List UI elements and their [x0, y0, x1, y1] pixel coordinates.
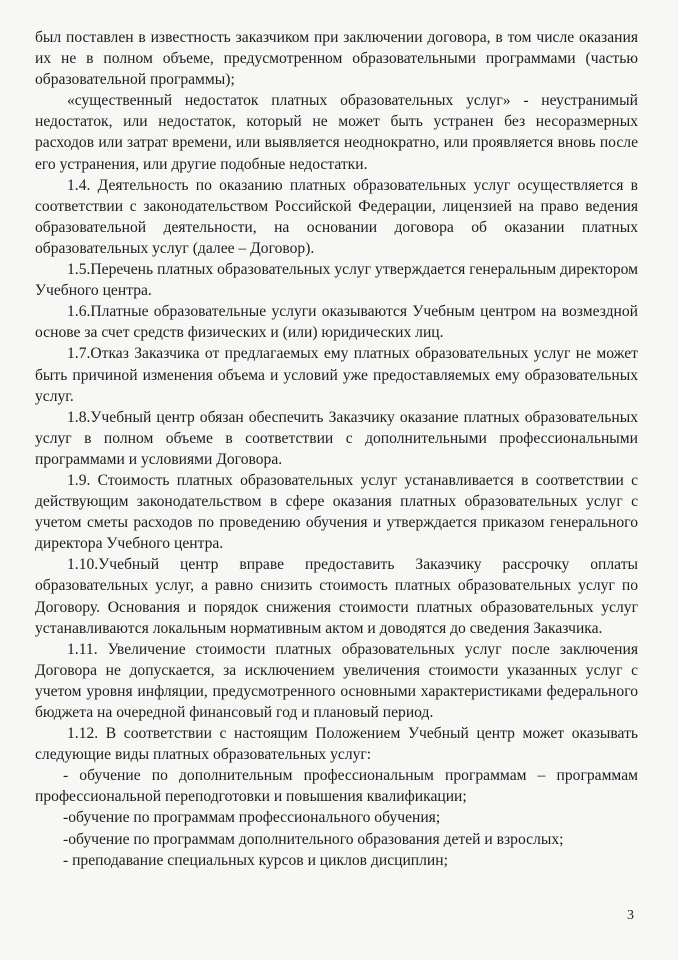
- paragraph-1-8: 1.8.Учебный центр обязан обеспечить Заказчику оказание платных образовательных услуг в полном объеме в соответствии с дополнительными профессиональными программами и условиями Договора.: [35, 408, 638, 468]
- paragraph-1-4: 1.4. Деятельность по оказанию платных образовательных услуг осуществляется в соответствии с законодательством Российской Федерации, лицензией на право ведения образовательной деятельности, на основании договора об оказании платных образовательных услуг (далее – Договор).: [35, 176, 638, 257]
- paragraph-1-7: 1.7.Отказ Заказчика от предлагаемых ему платных образовательных услуг не может быть причиной изменения объема и условий уже предоставляемых ему образовательных услуг.: [35, 345, 638, 405]
- paragraph-1-11: 1.11. Увеличение стоимости платных образовательных услуг после заключения Договора не допускается, за исключением увеличения стоимости указанных услуг с учетом уровня инфляции, предусмотренного основными характеристиками федерального бюджета на очередной финансовый год и плановый период.: [35, 640, 638, 721]
- list-item-vocational-training: -обучение по программам профессионального обучения;: [63, 809, 441, 827]
- paragraph-definition-significant-defect: «существенный недостаток платных образовательных услуг» - неустранимый недостаток, или недостаток, который не может быть устранен без несоразмерных расходов или затрат времени, или выявляется неоднократно, или проявляется вновь после его устранения, или другие подобные недостатки.: [35, 92, 638, 173]
- paragraph-1-6: 1.6.Платные образовательные услуги оказываются Учебным центром на возмездной основе за счет средств физических и (или) юридических лиц.: [35, 303, 638, 342]
- paragraph-continuation: был поставлен в известность заказчиком при заключении договора, в том числе оказания их не в полном объеме, предусмотренном образовательными программами (частью образовательной программы);: [35, 29, 638, 89]
- list-item-professional-programs: - обучение по дополнительным профессиональным программам – программам профессиональной переподготовки и повышения квалификации;: [35, 767, 638, 806]
- list-item-special-courses: - преподавание специальных курсов и циклов дисциплин;: [63, 851, 448, 869]
- paragraph-1-10: 1.10.Учебный центр вправе предоставить Заказчику рассрочку оплаты образовательных услуг, а равно снизить стоимость платных образовательных услуг по Договору. Основания и порядок снижения стоимости платных образовательных услуг устанавливаются локальным нормативным актом и доводятся до сведения Заказчика.: [35, 556, 638, 637]
- paragraph-1-5: 1.5.Перечень платных образовательных услуг утверждается генеральным директором Учебного центра.: [35, 261, 638, 300]
- list-item-additional-education: -обучение по программам дополнительного образования детей и взрослых;: [63, 830, 564, 848]
- paragraph-1-12: 1.12. В соответствии с настоящим Положением Учебный центр может оказывать следующие виды платных образовательных услуг:: [35, 725, 638, 764]
- paragraph-1-9: 1.9. Стоимость платных образовательных услуг устанавливается в соответствии с действующим законодательством в сфере оказания платных образовательных услуг с учетом сметы расходов по проведению обучения и утверждается приказом генерального директора Учебного центра.: [35, 471, 638, 553]
- page-number: 3: [627, 908, 634, 923]
